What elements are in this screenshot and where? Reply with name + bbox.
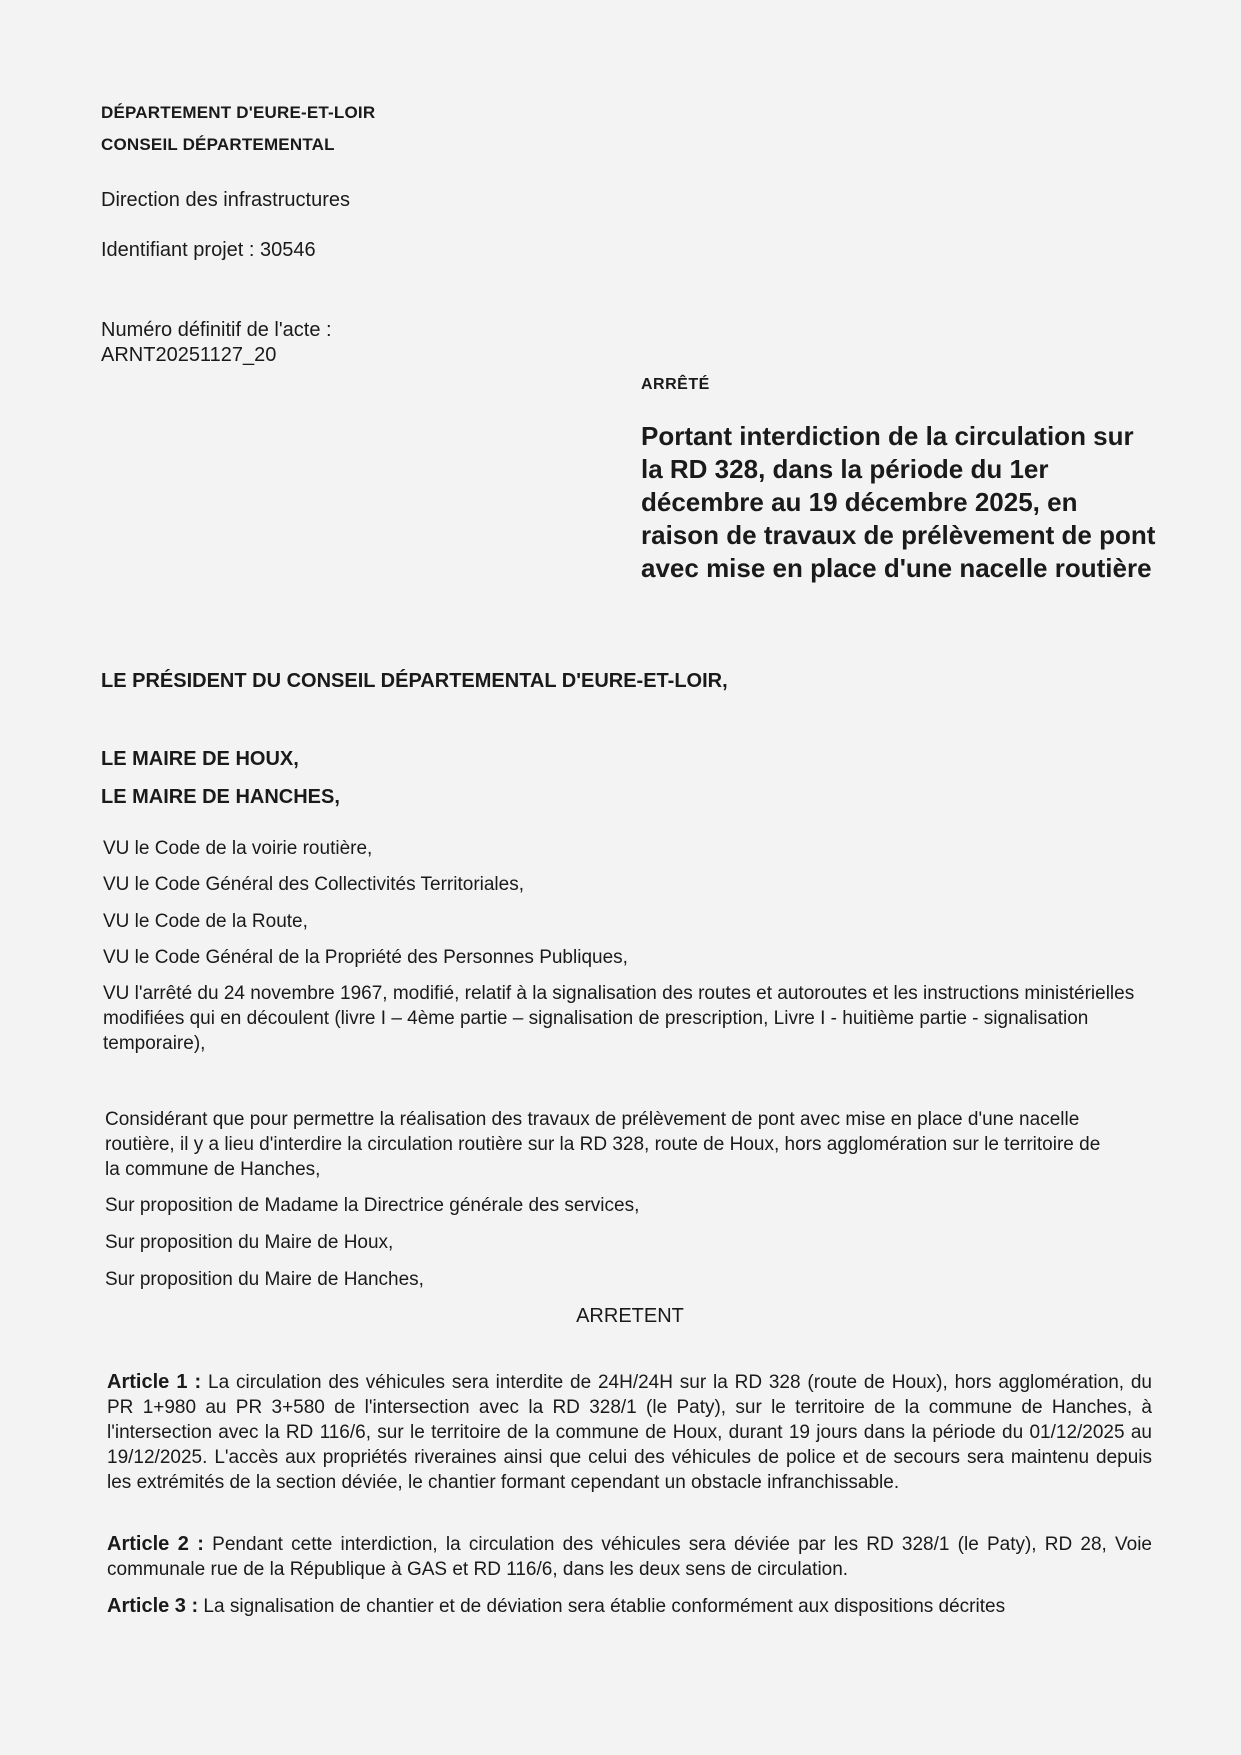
article-text: La signalisation de chantier et de déviation sera établie conformément aux dispositions décrites [198, 1596, 1006, 1617]
article-3 [107, 1594, 1152, 1619]
proposition-item: Sur proposition du Maire de Houx, [105, 1232, 394, 1253]
project-id: Identifiant projet : 30546 [101, 239, 316, 261]
article-text: La circulation des véhicules sera interdite de 24H/24H sur la RD 328 (route de Houx), hors agglomération, du PR 1+980 au PR 3+580 de l'intersection avec la RD 328/1 (le Paty), sur le territoire de la commune de Hanches, à l'intersection avec la RD 116/6, sur le territoire de la commune de Houx, durant 19 jours dans la période du 01/12/2025 au 19/12/2025. L'accès aux propriétés riveraines ainsi que celui des véhicules de police et de secours sera maintenu depuis les extrémités de la section déviée, le chantier formant cependant un obstacle infranchissable. [107, 1372, 1152, 1493]
president-authority: LE PRÉSIDENT DU CONSEIL DÉPARTEMENTAL D'EURE-ET-LOIR, [101, 670, 728, 692]
article-1 [107, 1370, 1152, 1495]
proposition-item: Sur proposition du Maire de Hanches, [105, 1269, 424, 1290]
decree-title: Portant interdiction de la circulation sur la RD 328, dans la période du 1er décembre au 19 décembre 2025, en raison de travaux de prélèvement de pont avec mise en place d'une nacelle routière [641, 421, 1156, 583]
article-label: Article 1 : [107, 1371, 202, 1393]
considerant-paragraph: Considérant que pour permettre la réalisation des travaux de prélèvement de pont avec mise en place d'une nacelle routière, il y a lieu d'interdire la circulation routière sur la RD 328, route de Houx, hors agglomération sur le territoire de la commune de Hanches, [105, 1109, 1101, 1180]
vu-item: VU le Code Général de la Propriété des Personnes Publiques, [103, 947, 628, 968]
article-label: Article 3 : [107, 1595, 199, 1617]
mayor-hanches: LE MAIRE DE HANCHES, [101, 786, 340, 808]
decree-label: ARRÊTÉ [641, 376, 710, 393]
act-number: ARNT20251127_20 [101, 344, 277, 366]
act-number-label: Numéro définitif de l'acte : [101, 319, 332, 341]
department-name: DÉPARTEMENT D'EURE-ET-LOIR [101, 103, 376, 122]
vu-item: VU l'arrêté du 24 novembre 1967, modifié, relatif à la signalisation des routes et autoroutes et les instructions ministérielles modifiées qui en découlent (livre I – 4ème partie – signalisation de prescription, Livre I - huitième partie - signalisation temporaire), [103, 983, 1135, 1054]
article-2 [107, 1532, 1152, 1582]
mayor-houx: LE MAIRE DE HOUX, [101, 748, 299, 770]
direction-name: Direction des infrastructures [101, 189, 350, 211]
council-name: CONSEIL DÉPARTEMENTAL [101, 135, 335, 154]
proposition-item: Sur proposition de Madame la Directrice générale des services, [105, 1195, 640, 1216]
article-label: Article 2 : [107, 1533, 204, 1555]
arretent-heading: ARRETENT [576, 1305, 684, 1327]
vu-item: VU le Code Général des Collectivités Territoriales, [103, 874, 524, 895]
vu-item: VU le Code de la Route, [103, 911, 308, 932]
article-text: Pendant cette interdiction, la circulation des véhicules sera déviée par les RD 328/1 (le Paty), RD 28, Voie communale rue de la République à GAS et RD 116/6, dans les deux sens de circulation. [107, 1534, 1152, 1580]
vu-item: VU le Code de la voirie routière, [103, 838, 373, 859]
